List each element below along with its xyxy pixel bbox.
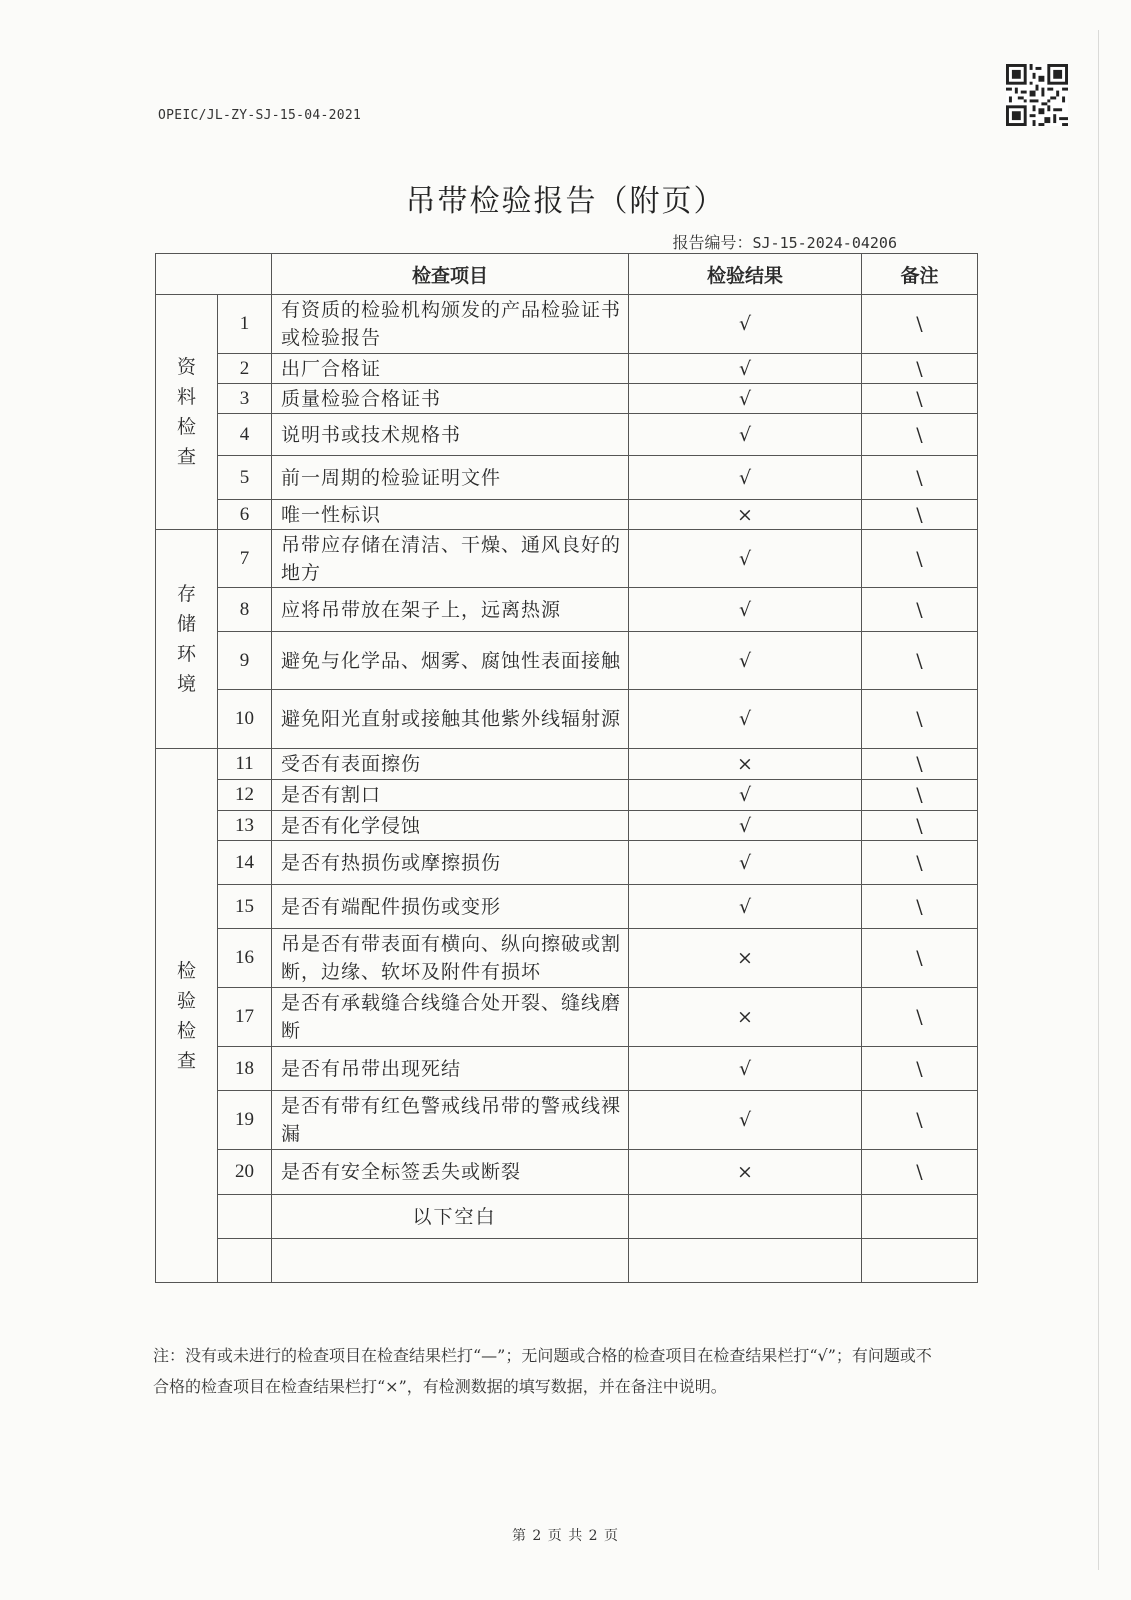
row-remark: \ <box>862 414 978 456</box>
row-number: 19 <box>218 1091 272 1150</box>
table-row <box>156 690 978 749</box>
row-remark: \ <box>862 295 978 354</box>
row-result: √ <box>629 588 862 632</box>
row-result: × <box>629 1150 862 1195</box>
row-number: 5 <box>218 456 272 500</box>
document-code: OPEIC/JL-ZY-SJ-15-04-2021 <box>158 108 362 123</box>
page-title: 吊带检验报告（附页） <box>405 184 726 219</box>
row-item: 唯一性标识 <box>272 500 629 530</box>
row-item: 是否有吊带出现死结 <box>272 1047 629 1091</box>
table-row <box>156 780 978 811</box>
row-number: 9 <box>218 632 272 690</box>
row-item: 是否有化学侵蚀 <box>272 811 629 841</box>
row-number <box>218 1195 272 1239</box>
row-result: √ <box>629 530 862 588</box>
table-row <box>156 414 978 456</box>
row-remark: \ <box>862 1047 978 1091</box>
row-remark: \ <box>862 780 978 811</box>
table-row <box>156 1150 978 1195</box>
table-row <box>156 588 978 632</box>
table-row <box>156 456 978 500</box>
row-remark <box>862 1195 978 1239</box>
row-remark: \ <box>862 500 978 530</box>
row-remark: \ <box>862 811 978 841</box>
row-remark <box>862 1239 978 1283</box>
row-result: √ <box>629 841 862 885</box>
row-item: 是否有带有红色警戒线吊带的警戒线裸漏 <box>272 1091 629 1150</box>
row-item: 质量检验合格证书 <box>272 384 629 414</box>
report-number <box>672 230 897 253</box>
row-remark: \ <box>862 456 978 500</box>
row-result: × <box>629 500 862 530</box>
row-item: 以下空白 <box>272 1195 629 1239</box>
row-result: √ <box>629 414 862 456</box>
header-blank <box>156 254 272 295</box>
row-result: √ <box>629 456 862 500</box>
row-result: √ <box>629 632 862 690</box>
row-item: 前一周期的检验证明文件 <box>272 456 629 500</box>
row-number: 6 <box>218 500 272 530</box>
row-remark: \ <box>862 929 978 988</box>
page-number: 第 2 页 共 2 页 <box>511 1528 620 1544</box>
header-item: 检查项目 <box>272 254 629 295</box>
section-label: 存储环境 <box>156 530 218 749</box>
row-result: × <box>629 929 862 988</box>
footnote: 注：没有或未进行的检查项目在检查结果栏打“—”；无问题或合格的检查项目在检查结果栏打“√”；有问题或不合格的检查项目在检查结果栏打“×”，有检测数据的填写数据，并在备注中说明。 <box>153 1346 932 1396</box>
row-result: √ <box>629 811 862 841</box>
table-header-row <box>156 254 978 295</box>
row-result <box>629 1195 862 1239</box>
table-row <box>156 885 978 929</box>
table-row <box>156 1047 978 1091</box>
row-remark: \ <box>862 530 978 588</box>
row-number <box>218 1239 272 1283</box>
row-remark: \ <box>862 841 978 885</box>
row-remark: \ <box>862 690 978 749</box>
table-row <box>156 530 978 588</box>
row-result: × <box>629 749 862 780</box>
report-number-label: 报告编号： <box>672 233 753 252</box>
row-item: 是否有安全标签丢失或断裂 <box>272 1150 629 1195</box>
row-number: 11 <box>218 749 272 780</box>
row-number: 4 <box>218 414 272 456</box>
row-remark: \ <box>862 988 978 1047</box>
row-item: 避免阳光直射或接触其他紫外线辐射源 <box>272 690 629 749</box>
row-item <box>272 1239 629 1283</box>
row-number: 2 <box>218 354 272 384</box>
row-number: 18 <box>218 1047 272 1091</box>
row-item: 说明书或技术规格书 <box>272 414 629 456</box>
row-result: √ <box>629 295 862 354</box>
row-item: 是否有端配件损伤或变形 <box>272 885 629 929</box>
table-row <box>156 988 978 1047</box>
row-result <box>629 1239 862 1283</box>
row-item: 避免与化学品、烟雾、腐蚀性表面接触 <box>272 632 629 690</box>
qr-code-icon <box>1006 64 1068 126</box>
row-remark: \ <box>862 354 978 384</box>
row-number: 15 <box>218 885 272 929</box>
table-row <box>156 1091 978 1150</box>
row-item: 是否有割口 <box>272 780 629 811</box>
row-result: √ <box>629 780 862 811</box>
row-remark: \ <box>862 1150 978 1195</box>
section-label: 检验检查 <box>156 749 218 1283</box>
row-number: 13 <box>218 811 272 841</box>
table-row <box>156 1239 978 1283</box>
row-remark: \ <box>862 749 978 780</box>
table-row <box>156 1195 978 1239</box>
row-remark: \ <box>862 1091 978 1150</box>
row-result: √ <box>629 384 862 414</box>
row-item: 出厂合格证 <box>272 354 629 384</box>
table-row <box>156 929 978 988</box>
table-row <box>156 500 978 530</box>
report-number-value: SJ-15-2024-04206 <box>752 234 897 252</box>
row-number: 10 <box>218 690 272 749</box>
row-result: √ <box>629 1091 862 1150</box>
row-item: 有资质的检验机构颁发的产品检验证书或检验报告 <box>272 295 629 354</box>
row-item: 是否有热损伤或摩擦损伤 <box>272 841 629 885</box>
row-result: √ <box>629 885 862 929</box>
section-label: 资料检查 <box>156 295 218 530</box>
row-number: 12 <box>218 780 272 811</box>
row-item: 受否有表面擦伤 <box>272 749 629 780</box>
row-number: 14 <box>218 841 272 885</box>
row-number: 17 <box>218 988 272 1047</box>
table-row <box>156 632 978 690</box>
table-row <box>156 841 978 885</box>
row-item: 应将吊带放在架子上，远离热源 <box>272 588 629 632</box>
inspection-table <box>155 253 978 1283</box>
row-number: 7 <box>218 530 272 588</box>
table-row <box>156 811 978 841</box>
row-result: √ <box>629 1047 862 1091</box>
header-remark: 备注 <box>862 254 978 295</box>
row-item: 是否有承载缝合线缝合处开裂、缝线磨断 <box>272 988 629 1047</box>
row-remark: \ <box>862 885 978 929</box>
row-result: √ <box>629 354 862 384</box>
page-edge-line <box>1098 30 1099 1570</box>
row-result: × <box>629 988 862 1047</box>
table-row <box>156 749 978 780</box>
row-number: 1 <box>218 295 272 354</box>
row-item: 吊带应存储在清洁、干燥、通风良好的地方 <box>272 530 629 588</box>
row-number: 3 <box>218 384 272 414</box>
row-item: 吊是否有带表面有横向、纵向擦破或割断，边缘、软坏及附件有损坏 <box>272 929 629 988</box>
header-result: 检验结果 <box>629 254 862 295</box>
row-remark: \ <box>862 384 978 414</box>
row-result: √ <box>629 690 862 749</box>
row-number: 8 <box>218 588 272 632</box>
row-remark: \ <box>862 632 978 690</box>
table-row <box>156 354 978 384</box>
row-number: 16 <box>218 929 272 988</box>
table-row <box>156 384 978 414</box>
table-row <box>156 295 978 354</box>
row-remark: \ <box>862 588 978 632</box>
row-number: 20 <box>218 1150 272 1195</box>
